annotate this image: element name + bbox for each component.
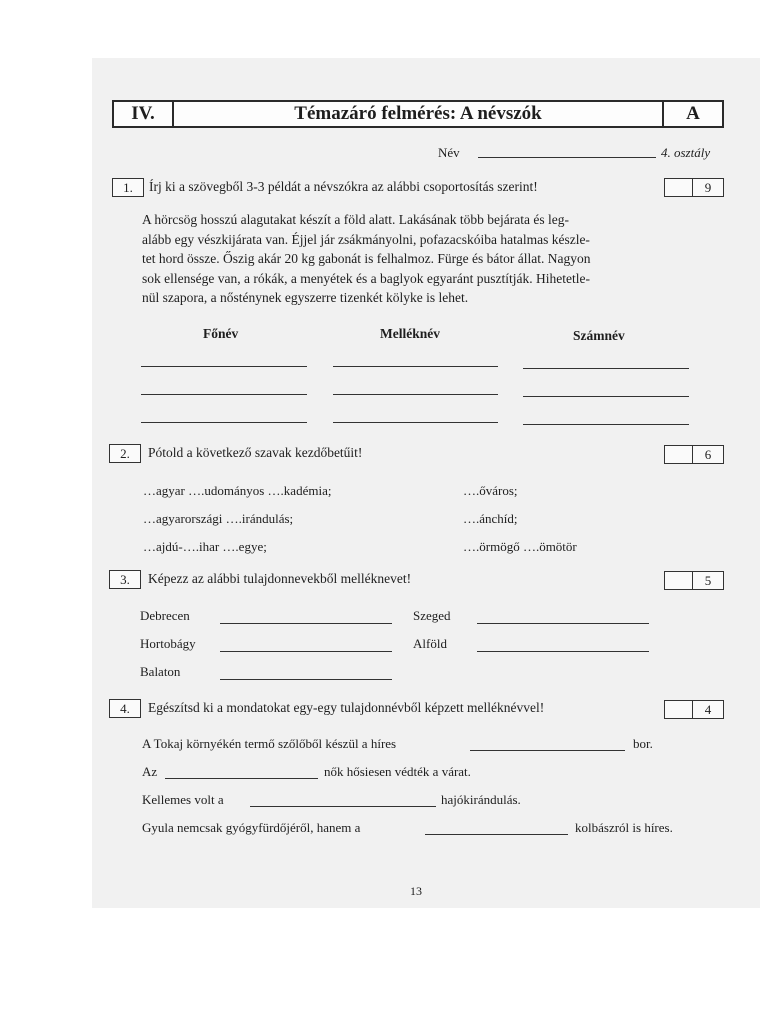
answer-line-melleknev-3[interactable]	[333, 422, 498, 423]
q1-number: 1.	[112, 178, 144, 197]
column-header-szamnev: Számnév	[573, 328, 625, 343]
q4-sentence-1-start: A Tokaj környékén termő szőlőből készül a híres	[142, 736, 397, 751]
q2-right-line-3: ….örmögő ….ömötör	[463, 539, 577, 554]
grade-label: 4. osztály	[661, 145, 711, 160]
paragraph-line: nül szapora, a nősténynek egyszerre tizenkét kölyke is lehet.	[142, 290, 469, 305]
page-number: 13	[410, 884, 422, 898]
q3-word-hortobagy: Hortobágy	[140, 636, 196, 651]
answer-line-fonev-1[interactable]	[141, 366, 307, 367]
column-header-melleknev: Melléknév	[380, 326, 440, 341]
q4-sentence-4-start: Gyula nemcsak gyógyfürdőjéről, hanem a	[142, 820, 361, 835]
q4-sentence-3-start: Kellemes volt a	[142, 792, 224, 807]
paragraph-line: alább egy vészkijárata van. Éjjel jár zsákmányolni, pofazacskóiba hatalmas készle-	[142, 231, 590, 247]
q1-points-box	[664, 178, 724, 197]
q1-instruction: Írj ki a szövegből 3-3 példát a névszókra az alábbi csoportosítás szerint!	[149, 179, 538, 194]
page-title: Témazáró felmérés: A névszók	[294, 103, 542, 124]
q3-word-alfold: Alföld	[413, 636, 447, 651]
q3-number: 3.	[109, 570, 141, 589]
column-header-fonev: Főnév	[203, 326, 239, 341]
answer-line-szamnev-2[interactable]	[523, 396, 689, 397]
q4-points: 4	[692, 701, 723, 718]
name-label: Név	[438, 145, 460, 160]
q1-paragraph	[142, 210, 702, 308]
answer-line-melleknev-2[interactable]	[333, 394, 498, 395]
q4-sentence-3-end: hajókirándulás.	[441, 792, 521, 807]
test-version: A	[662, 102, 722, 126]
q3-answer-line-4[interactable]	[477, 651, 649, 652]
q4-sentence-2-start: Az	[142, 764, 158, 779]
q2-points-box	[664, 445, 724, 464]
q3-points: 5	[692, 572, 723, 589]
q2-points: 6	[692, 446, 723, 463]
q4-sentence-1-end: bor.	[633, 736, 653, 751]
paragraph-line: sok ellensége van, a rókák, a menyétek és a baglyok egyaránt pusztítják. Hihetetle-	[142, 270, 590, 286]
q3-word-szeged: Szeged	[413, 608, 451, 623]
q4-sentence-4-end: kolbászról is híres.	[575, 820, 673, 835]
q4-points-box	[664, 700, 724, 719]
answer-line-szamnev-3[interactable]	[523, 424, 689, 425]
q4-answer-line-3[interactable]	[250, 806, 436, 807]
q2-instruction: Pótold a következő szavak kezdőbetűit!	[148, 445, 363, 460]
q2-number: 2.	[109, 444, 141, 463]
answer-line-szamnev-1[interactable]	[523, 368, 689, 369]
paragraph-line: tet hord össze. Őszig akár 20 kg gabonát is felhalmoz. Fürge és bátor állat. Nagyon	[142, 251, 591, 266]
q4-instruction: Egészítsd ki a mondatokat egy-egy tulajdonnévből képzett melléknévvel!	[148, 700, 545, 715]
q3-answer-line-3[interactable]	[220, 651, 392, 652]
q2-left-line-2: …agyarországi ….irándulás;	[143, 511, 294, 526]
q4-number: 4.	[109, 699, 141, 718]
q3-word-debrecen: Debrecen	[140, 608, 190, 623]
answer-line-fonev-3[interactable]	[141, 422, 307, 423]
header-box	[112, 100, 724, 128]
paragraph-line: A hörcsög hosszú alagutakat készít a föld alatt. Lakásának több bejárata és leg-	[142, 212, 569, 227]
q3-word-balaton: Balaton	[140, 664, 181, 679]
q2-right-line-2: ….ánchíd;	[463, 511, 518, 526]
q3-answer-line-1[interactable]	[220, 623, 392, 624]
q2-right-line-1: ….őváros;	[463, 483, 518, 498]
q4-answer-line-2[interactable]	[165, 778, 318, 779]
q2-left-line-1: …agyar ….udományos ….kadémia;	[143, 483, 332, 498]
q3-instruction: Képezz az alábbi tulajdonnevekből melléknevet!	[148, 571, 412, 586]
q4-sentence-2-end: nők hősiesen védték a várat.	[324, 764, 471, 779]
q3-points-box	[664, 571, 724, 590]
answer-line-fonev-2[interactable]	[141, 394, 307, 395]
q3-answer-line-2[interactable]	[477, 623, 649, 624]
q2-left-line-3: …ajdú-….ihar ….egye;	[143, 539, 267, 554]
q3-answer-line-5[interactable]	[220, 679, 392, 680]
q1-points: 9	[692, 179, 723, 196]
answer-line-melleknev-1[interactable]	[333, 366, 498, 367]
name-field[interactable]	[478, 157, 656, 158]
q4-answer-line-4[interactable]	[425, 834, 568, 835]
q4-answer-line-1[interactable]	[470, 750, 625, 751]
section-number: IV.	[114, 102, 174, 126]
